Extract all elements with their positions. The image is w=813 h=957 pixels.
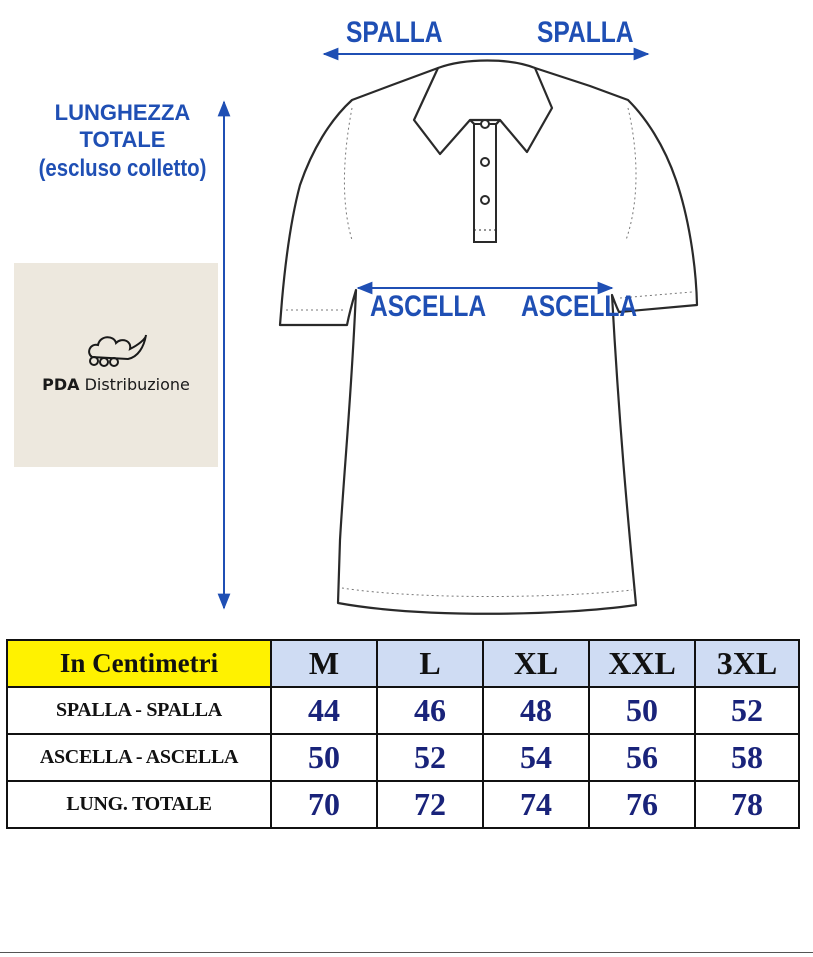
table-cell: 76 bbox=[589, 781, 695, 828]
brand-name-rest: Distribuzione bbox=[79, 375, 190, 394]
placket bbox=[474, 120, 496, 242]
total-length-note: (escluso colletto) bbox=[38, 154, 207, 182]
table-cell: 52 bbox=[695, 687, 799, 734]
size-header-m: M bbox=[271, 640, 377, 687]
total-length-label bbox=[20, 100, 225, 183]
size-header-xxl: XXL bbox=[589, 640, 695, 687]
table-cell: 70 bbox=[271, 781, 377, 828]
row-label-shoulder: SPALLA - SPALLA bbox=[7, 687, 271, 734]
armpit-label-right: ASCELLA bbox=[521, 290, 638, 323]
table-header-row bbox=[7, 640, 799, 687]
armpit-label-left: ASCELLA bbox=[370, 290, 487, 323]
table-cell: 52 bbox=[377, 734, 483, 781]
shoulder-label-right: SPALLA bbox=[537, 16, 634, 49]
table-cell: 50 bbox=[271, 734, 377, 781]
cloud-dots-icon bbox=[84, 329, 154, 369]
size-header-3xl: 3XL bbox=[695, 640, 799, 687]
table-row bbox=[7, 734, 799, 781]
table-cell: 50 bbox=[589, 687, 695, 734]
shoulder-label-left: SPALLA bbox=[346, 16, 443, 49]
table-cell: 74 bbox=[483, 781, 589, 828]
table-cell: 44 bbox=[271, 687, 377, 734]
size-header-xl: XL bbox=[483, 640, 589, 687]
table-cell: 78 bbox=[695, 781, 799, 828]
table-row bbox=[7, 687, 799, 734]
table-cell: 46 bbox=[377, 687, 483, 734]
table-cell: 58 bbox=[695, 734, 799, 781]
unit-header: In Centimetri bbox=[7, 640, 271, 687]
size-chart-table bbox=[6, 639, 800, 829]
table-cell: 56 bbox=[589, 734, 695, 781]
brand-name-bold: PDA bbox=[42, 375, 80, 394]
brand-logo-panel bbox=[14, 263, 218, 467]
row-label-armpit: ASCELLA - ASCELLA bbox=[7, 734, 271, 781]
table-row bbox=[7, 781, 799, 828]
divider bbox=[0, 952, 813, 953]
total-length-line1: LUNGHEZZA bbox=[54, 100, 191, 125]
size-header-l: L bbox=[377, 640, 483, 687]
brand-name bbox=[14, 375, 218, 394]
table-cell: 72 bbox=[377, 781, 483, 828]
table-cell: 48 bbox=[483, 687, 589, 734]
table-cell: 54 bbox=[483, 734, 589, 781]
row-label-length: LUNG. TOTALE bbox=[7, 781, 271, 828]
total-length-line2: TOTALE bbox=[79, 126, 166, 152]
